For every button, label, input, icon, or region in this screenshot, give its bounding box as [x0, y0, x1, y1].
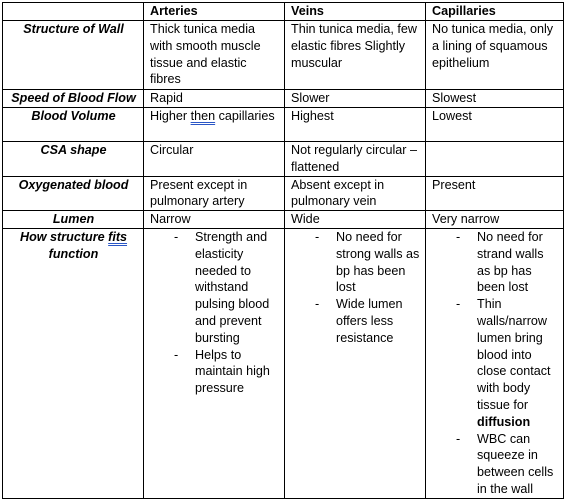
row-header: Structure of Wall [3, 21, 144, 90]
cell-capillaries [426, 142, 564, 177]
table-header-row [3, 3, 564, 21]
column-header-veins: Veins [285, 3, 426, 21]
cell-arteries: Narrow [144, 211, 285, 229]
table-row-speed-of-blood-flow [3, 90, 564, 108]
cell-veins: Wide [285, 211, 426, 229]
cell-text: capillaries [215, 109, 275, 123]
cell-arteries: Rapid [144, 90, 285, 108]
cell-arteries: Present except in pulmonary artery [144, 176, 285, 211]
list-item: - Strength and elasticity needed to withstand pulsing blood and prevent bursting [150, 229, 279, 347]
list-item: - No need for strong walls as bp has been lost [291, 229, 420, 296]
table-row-oxygenated-blood [3, 176, 564, 211]
row-header-text: How structure [19, 229, 109, 244]
list-item [432, 296, 558, 430]
table-row-structure-of-wall [3, 21, 564, 90]
list-item: - Wide lumen offers less resistance [291, 296, 420, 346]
list-item: - Helps to maintain high pressure [150, 347, 279, 397]
list-item: - WBC can squeeze in between cells in the wall [432, 431, 558, 498]
cell-arteries [144, 228, 285, 498]
cell-veins: Slower [285, 90, 426, 108]
grammar-marked-word: then [190, 109, 216, 123]
bold-term: diffusion [477, 414, 531, 429]
row-header: Blood Volume [3, 108, 144, 142]
table-row-lumen [3, 211, 564, 229]
cell-capillaries: Lowest [426, 108, 564, 142]
cell-veins [285, 228, 426, 498]
bullet-list [432, 229, 558, 498]
bullet-list [150, 229, 279, 397]
cell-arteries [144, 108, 285, 142]
row-header: Lumen [3, 211, 144, 229]
cell-capillaries: Present [426, 176, 564, 211]
cell-capillaries: Slowest [426, 90, 564, 108]
column-header-capillaries: Capillaries [426, 3, 564, 21]
cell-veins: Not regularly circular – flattened [285, 142, 426, 177]
column-header-arteries: Arteries [144, 3, 285, 21]
bullet-list [291, 229, 420, 347]
cell-veins: Absent except in pulmonary vein [285, 176, 426, 211]
table-row-blood-volume [3, 108, 564, 142]
corner-cell [3, 3, 144, 21]
row-header: CSA shape [3, 142, 144, 177]
row-header: Oxygenated blood [3, 176, 144, 211]
cell-veins: Highest [285, 108, 426, 142]
cell-text: Higher [150, 109, 191, 123]
grammar-marked-word: fits [108, 229, 128, 244]
cell-arteries: Thick tunica media with smooth muscle tissue and elastic fibres [144, 21, 285, 90]
cell-veins: Thin tunica media, few elastic fibres Slightly muscular [285, 21, 426, 90]
cell-arteries: Circular [144, 142, 285, 177]
row-header-text: function [48, 246, 99, 261]
list-item: - No need for strand walls as bp has been lost [432, 229, 558, 296]
comparison-table [2, 2, 564, 499]
list-item-text: Thin walls/narrow lumen bring blood into close contact with body tissue for [477, 297, 551, 412]
row-header: Speed of Blood Flow [3, 90, 144, 108]
table-row-how-structure-fits-function [3, 228, 564, 498]
cell-capillaries: No tunica media, only a lining of squamous epithelium [426, 21, 564, 90]
table-row-csa-shape [3, 142, 564, 177]
cell-capillaries [426, 228, 564, 498]
row-header [3, 228, 144, 498]
cell-capillaries: Very narrow [426, 211, 564, 229]
